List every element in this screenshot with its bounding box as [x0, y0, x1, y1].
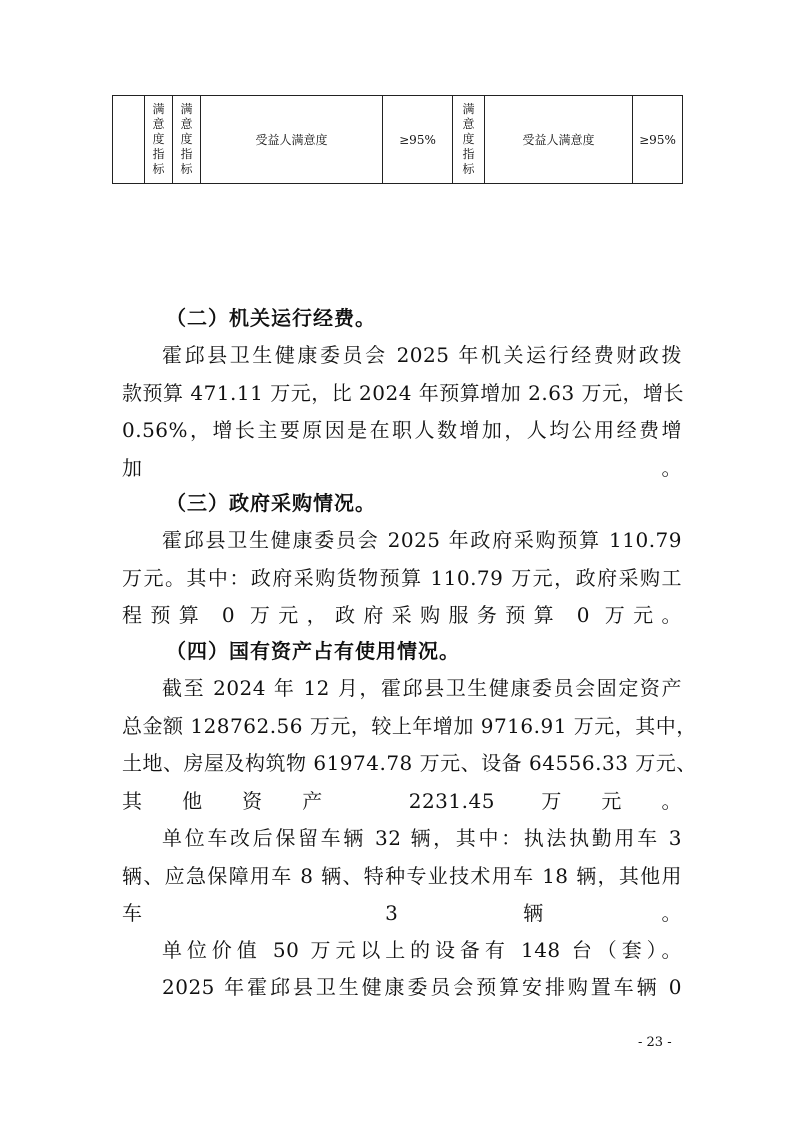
- section-heading-3: （三）政府采购情况。: [166, 491, 376, 515]
- section-4-paragraph-4: [122, 969, 682, 1007]
- vertical-char: 指: [462, 147, 475, 161]
- text-line: 其他资产 2231.45 万元。: [122, 788, 682, 813]
- text-line: 款预算 471.11 万元，比 2024 年预算增加 2.63 万元，增长: [122, 380, 685, 405]
- table-cell-left-item: 受益人满意度: [201, 96, 383, 184]
- vertical-char: 满: [152, 102, 165, 116]
- text-line: 车 3 辆。: [122, 901, 682, 925]
- performance-table: [112, 95, 683, 184]
- vertical-char: 指: [180, 147, 193, 161]
- vertical-char: 度: [152, 132, 165, 146]
- text-line: 土地、房屋及构筑物 61974.78 万元、设备 64556.33 万元、: [122, 751, 697, 775]
- vertical-text: [173, 102, 200, 177]
- text-line: 0.56%，增长主要原因是在职人数增加，人均公用经费增: [122, 418, 682, 442]
- table-cell-right-value: ≥95%: [633, 96, 683, 184]
- section-heading-2: （二）机关运行经费。: [166, 306, 376, 330]
- page-number: - 23 -: [638, 1035, 672, 1050]
- vertical-char: 满: [462, 102, 475, 116]
- text-line: 截至 2024 年 12 月，霍邱县卫生健康委员会固定资产: [162, 676, 682, 700]
- table-cell-left-value: ≥95%: [383, 96, 453, 184]
- vertical-char: 度: [180, 132, 193, 146]
- text-line: 霍邱县卫生健康委员会 2025 年政府采购预算 110.79: [162, 528, 682, 552]
- table-row: [113, 96, 683, 184]
- vertical-char: 意: [180, 117, 193, 131]
- vertical-text: [453, 102, 484, 177]
- section-4-paragraph-1: [122, 670, 697, 820]
- vertical-char: 满: [180, 102, 193, 116]
- vertical-text: [145, 102, 172, 177]
- vertical-char: 意: [152, 117, 165, 131]
- vertical-char: 度: [462, 132, 475, 146]
- vertical-char: 标: [152, 162, 165, 176]
- text-line: 单位价值 50 万元以上的设备有 148 台（套）。: [162, 938, 682, 962]
- text-line: 单位车改后保留车辆 32 辆，其中：执法执勤用车 3: [162, 826, 682, 850]
- vertical-char: 指: [152, 147, 165, 161]
- table-cell-category-b: [173, 96, 201, 184]
- section-2-paragraph: [122, 337, 685, 487]
- text-line: 霍邱县卫生健康委员会 2025 年机关运行经费财政拨: [162, 343, 682, 367]
- table-cell-empty: [113, 96, 145, 184]
- table-cell-category-mid: [453, 96, 485, 184]
- text-line: 辆、应急保障用车 8 辆、特种专业技术用车 18 辆，其他用: [122, 863, 682, 888]
- vertical-char: 标: [462, 162, 475, 176]
- section-4-paragraph-3: [122, 932, 682, 970]
- table-cell-right-item: 受益人满意度: [485, 96, 633, 184]
- text-line: 万元。其中：政府采购货物预算 110.79 万元，政府采购工: [122, 565, 682, 590]
- table-cell-category-a: [145, 96, 173, 184]
- text-line: 2025 年霍邱县卫生健康委员会预算安排购置车辆 0: [162, 975, 682, 999]
- text-line: 程预算 0 万元，政府采购服务预算 0 万元。: [122, 603, 682, 627]
- section-4-paragraph-2: [122, 820, 682, 933]
- vertical-char: 标: [180, 162, 193, 176]
- text-line: 加。: [122, 455, 682, 480]
- vertical-char: 意: [462, 117, 475, 131]
- section-heading-4: （四）国有资产占有使用情况。: [166, 639, 460, 663]
- text-line: 总金额 128762.56 万元，较上年增加 9716.91 万元，其中，: [122, 713, 697, 738]
- section-3-paragraph: [122, 522, 682, 635]
